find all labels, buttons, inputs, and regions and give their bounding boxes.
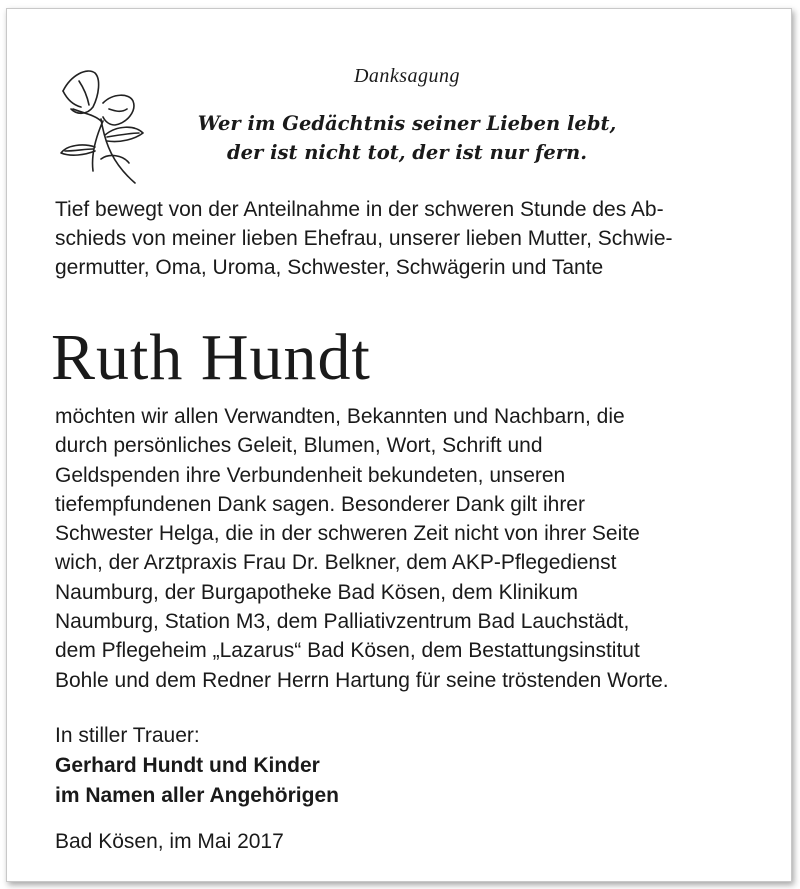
signatory-line: Gerhard Hundt und Kinder	[55, 754, 320, 777]
intro-line: schieds von meiner lieben Ehefrau, unserer lieben Mutter, Schwie-	[55, 227, 673, 250]
thanks-line: Geldspenden ihre Verbundenheit bekundeten, unseren	[55, 463, 566, 487]
thanks-line: Naumburg, Station M3, dem Palliativzentrum Bad Lauchstädt,	[55, 610, 630, 634]
thanks-paragraph	[55, 402, 767, 695]
thanks-line: dem Pflegeheim „Lazarus“ Bad Kösen, dem Bestattungsinstitut	[55, 639, 640, 663]
signatories	[55, 751, 339, 811]
intro-paragraph	[55, 195, 767, 282]
notice-heading: Danksagung	[353, 65, 461, 87]
thanks-line: durch persönliches Geleit, Blumen, Wort, Schrift und	[55, 434, 543, 458]
intro-line: Tief bewegt von der Anteilnahme in der schweren Stunde des Ab-	[55, 198, 664, 221]
thanks-line: tiefempfundenen Dank sagen. Besonderer Dank gilt ihrer	[55, 492, 585, 516]
intro-line: germutter, Oma, Uroma, Schwester, Schwägerin und Tante	[55, 256, 604, 279]
obituary-notice	[6, 8, 792, 882]
mourning-label: In stiller Trauer:	[55, 724, 200, 747]
motto-quote	[157, 109, 657, 167]
motto-line: der ist nicht tot, der ist nur fern.	[226, 141, 588, 164]
signatory-line: im Namen aller Angehörigen	[55, 784, 339, 807]
thanks-line: Naumburg, der Burgapotheke Bad Kösen, dem Klinikum	[55, 580, 578, 604]
thanks-line: möchten wir allen Verwandten, Bekannten und Nachbarn, die	[55, 405, 625, 428]
thanks-line: Bohle und dem Redner Herrn Hartung für seine tröstenden Worte.	[55, 668, 669, 692]
calla-lily-icon	[43, 59, 153, 189]
place-date: Bad Kösen, im Mai 2017	[55, 830, 284, 853]
thanks-line: wich, der Arztpraxis Frau Dr. Belkner, dem AKP-Pflegedienst	[55, 551, 617, 575]
deceased-name: Ruth Hundt	[51, 321, 371, 394]
thanks-line: Schwester Helga, die in der schweren Zeit nicht von ihrer Seite	[55, 522, 640, 546]
motto-line: Wer im Gedächtnis seiner Lieben lebt,	[197, 112, 617, 135]
